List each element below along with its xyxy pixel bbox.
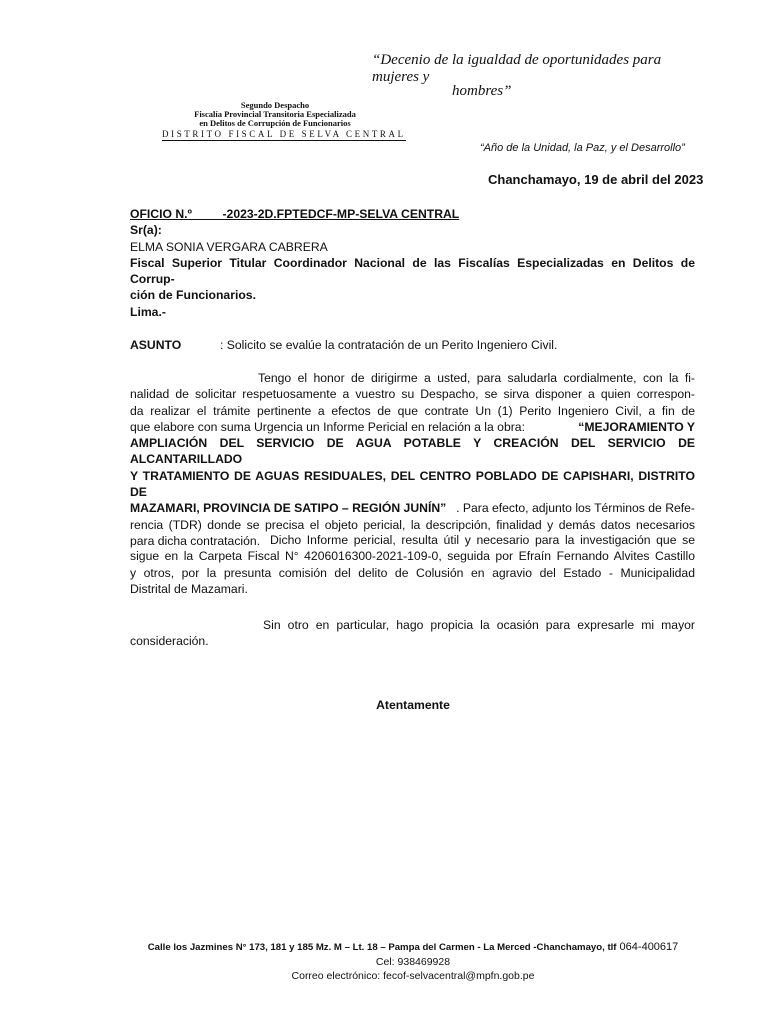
office-heading xyxy=(160,101,390,128)
closing: Atentamente xyxy=(376,698,450,712)
p1-line-6: Y TRATAMIENTO DE AGUAS RESIDUALES, DEL CENTRO POBLADO DE CAPISHARI, DISTRITO DE xyxy=(130,468,695,500)
asunto-label: ASUNTO xyxy=(130,338,182,352)
office-line-2: Fiscalía Provincial Transitoria Especializada xyxy=(194,109,356,119)
p2-line-3: y otros, por la presunta comisión del delito de Colusión en agravio del Estado - Municipalidad xyxy=(130,565,695,580)
p2-line-1: Dicho Informe pericial, resulta útil y necesario para la investigación que se xyxy=(270,533,695,547)
oficio-number: OFICIO N.º -2023-2D.FPTEDCF-MP-SELVA CENTRAL xyxy=(130,207,460,221)
p1-line-4a: que elabore con suma Urgencia un Informe Pericial en relación a la obra: xyxy=(130,419,525,434)
footer-email: Correo electrónico: fecof-selvacentral@mpfn.gob.pe xyxy=(291,970,535,982)
city: Lima.- xyxy=(130,305,166,319)
distrito-fiscal: DISTRITO FISCAL DE SELVA CENTRAL xyxy=(162,129,406,139)
recipient-title-line-1: Fiscal Superior Titular Coordinador Nacional de las Fiscalías Especializadas en Delitos de Corrup- xyxy=(130,255,695,287)
p1-line-4b: “MEJORAMIENTO Y xyxy=(578,419,695,434)
oficio-block xyxy=(130,206,695,304)
recipient-title-line-2: ción de Funcionarios. xyxy=(130,288,256,303)
footer-address-line xyxy=(0,940,768,955)
p1-line-2: nalidad de solicitar respetuosamente a vuestro su Despacho, se sirva disponer a quien correspon- xyxy=(130,387,695,402)
p2-line-2: sigue en la Carpeta Fiscal N° 4206016300-2021-109-0, seguida por Efraín Fernando Alvites Castillo xyxy=(130,549,695,564)
p1-line-7 xyxy=(130,500,695,516)
office-line-3: en Delitos de Corrupción de Funcionarios xyxy=(199,118,351,128)
p1-line-9: para dicha contratación. xyxy=(130,533,261,548)
footer-cel: Cel: 938469928 xyxy=(375,956,451,968)
p2-line-4: Distrital de Mazamari. xyxy=(130,581,248,596)
p1-line-8: rencia (TDR) donde se precisa el objeto pericial, la descripción, finalidad y demás datos necesarios xyxy=(130,517,695,532)
footer-phone: 064-400617 xyxy=(616,941,679,953)
decenio-line-1: “Decenio de la igualdad de oportunidades para mujeres y xyxy=(372,52,662,85)
p1-line-1: Tengo el honor de dirigirme a usted, para saludarla cordialmente, con la fi- xyxy=(258,371,695,385)
p1-line-5: AMPLIACIÓN DEL SERVICIO DE AGUA POTABLE Y CREACIÓN DEL SERVICIO DE ALCANTARILLADO xyxy=(130,436,695,467)
place-date: Chanchamayo, 19 de abril del 2023 xyxy=(488,172,704,187)
footer-address: Calle los Jazmines N° 173, 181 y 185 Mz. M – Lt. 18 – Pampa del Carmen - La Merced -Chanchamayo, tlf xyxy=(147,942,617,953)
salutation: Sr(a): xyxy=(130,223,162,238)
p1-line-7b: . Para efecto, adjunto los Términos de Refe- xyxy=(456,501,695,516)
p1-line-4 xyxy=(130,419,695,435)
anio-motto: “Año de la Unidad, la Paz, y el Desarrollo” xyxy=(480,142,685,154)
p1-line-7a: MAZAMARI, PROVINCIA DE SATIPO – REGIÓN JUNÍN” xyxy=(130,501,447,516)
p3-line-2: consideración. xyxy=(130,634,209,649)
footer xyxy=(0,940,768,983)
decenio-line-2: hombres” xyxy=(452,83,512,99)
office-line-1: Segundo Despacho xyxy=(240,100,310,110)
paragraph-3 xyxy=(130,617,695,650)
recipient-name: ELMA SONIA VERGARA CABRERA xyxy=(130,239,328,254)
paragraph-1 xyxy=(130,370,695,549)
p1-line-3: da realizar el trámite pertinente a efectos de que contrate Un (1) Perito Ingeniero Civil, a fin de xyxy=(130,403,695,418)
paragraph-2 xyxy=(130,532,695,597)
p3-line-1: Sin otro en particular, hago propicia la ocasión para expresarle mi mayor xyxy=(263,618,695,632)
asunto-text: : Solicito se evalúe la contratación de un Perito Ingeniero Civil. xyxy=(220,338,558,352)
